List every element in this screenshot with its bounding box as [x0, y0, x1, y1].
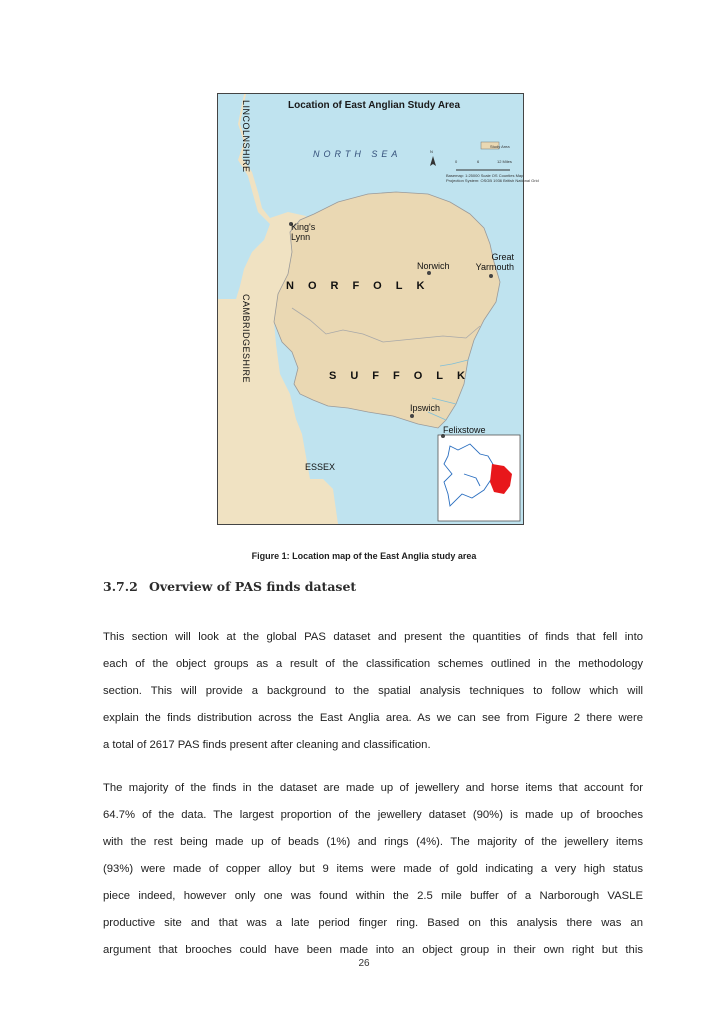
- great-yarmouth-line-1: Great: [491, 252, 514, 262]
- kings-lynn-line-1: King's: [291, 222, 316, 232]
- norwich-dot: [427, 271, 431, 275]
- legend-study-area: Study Area: [490, 144, 510, 149]
- ipswich-dot: [410, 414, 414, 418]
- great-yarmouth-dot: [489, 274, 493, 278]
- great-yarmouth-line-2: Yarmouth: [475, 262, 514, 272]
- cambridgeshire-label: CAMBRIDGESHIRE: [241, 294, 251, 384]
- paragraph-line: explain the finds distribution across the East Anglia area. As we can see from Figure 2 there were: [103, 712, 643, 724]
- paragraph-line: The majority of the finds in the dataset are made up of jewellery and horse items that account for: [103, 782, 643, 794]
- north-sea-label: NORTH SEA: [313, 149, 402, 159]
- norwich-label: Norwich: [417, 261, 450, 271]
- felixstowe-label: Felixstowe: [443, 425, 486, 435]
- ipswich-label: Ipswich: [410, 403, 441, 413]
- paragraph-line: 64.7% of the data. The largest proportion of the jewellery dataset (90%) is made up of brooches: [103, 809, 643, 821]
- section-number: 3.7.2: [103, 579, 138, 594]
- suffolk-label: SUFFOLK: [329, 370, 479, 382]
- location-map: [217, 93, 539, 525]
- scale-12: 12 Miles: [497, 159, 512, 164]
- figure-caption: Figure 1: Location map of the East Anglia study area: [251, 551, 477, 561]
- paragraph-line: section. This will provide a background to the spatial analysis techniques to follow which will: [103, 685, 643, 697]
- page-number: 26: [358, 958, 370, 969]
- paragraph-line: piece indeed, however only one was found within the 2.5 mile buffer of a Narborough VASLE: [103, 890, 643, 902]
- norfolk-label: NORFOLK: [286, 280, 439, 292]
- legend-note-1: Basemap: 1:25000 Scale OS Counties Map: [446, 173, 524, 178]
- kings-lynn-line-2: Lynn: [291, 232, 311, 242]
- legend-north: N: [430, 149, 433, 154]
- paragraph-1: [103, 624, 643, 759]
- paragraph-line: argument that brooches could have been made into an object group in their own right but this: [103, 944, 643, 956]
- paragraph-line: productive site and that was a late period finger ring. Based on this analysis there was an: [103, 917, 643, 929]
- paragraph-line: a total of 2617 PAS finds present after cleaning and classification.: [103, 739, 431, 751]
- scale-0: 0: [455, 159, 458, 164]
- paragraph-line: This section will look at the global PAS dataset and present the quantities of finds that fell into: [103, 631, 643, 643]
- section-heading: [103, 579, 356, 594]
- paragraph-line: (93%) were made of copper alloy but 9 items were made of gold indicating a very high status: [103, 863, 643, 875]
- section-title: Overview of PAS finds dataset: [149, 579, 357, 594]
- essex-label: ESSEX: [305, 462, 336, 472]
- kings-lynn-label: [291, 222, 315, 242]
- map-title: Location of East Anglian Study Area: [288, 100, 461, 111]
- paragraph-2: [103, 775, 643, 964]
- legend-note-2: Projection System: OSGB 1936 British National Grid: [446, 178, 539, 183]
- paragraph-line: each of the object groups as a result of the classification schemes outlined in the methodology: [103, 658, 643, 670]
- great-yarmouth-label: [468, 252, 514, 272]
- lincolnshire-label: LINCOLNSHIRE: [241, 100, 251, 173]
- paragraph-line: with the rest being made up of beads (1%) and rings (4%). The majority of the jewellery items: [103, 836, 643, 848]
- scale-6: 6: [477, 159, 480, 164]
